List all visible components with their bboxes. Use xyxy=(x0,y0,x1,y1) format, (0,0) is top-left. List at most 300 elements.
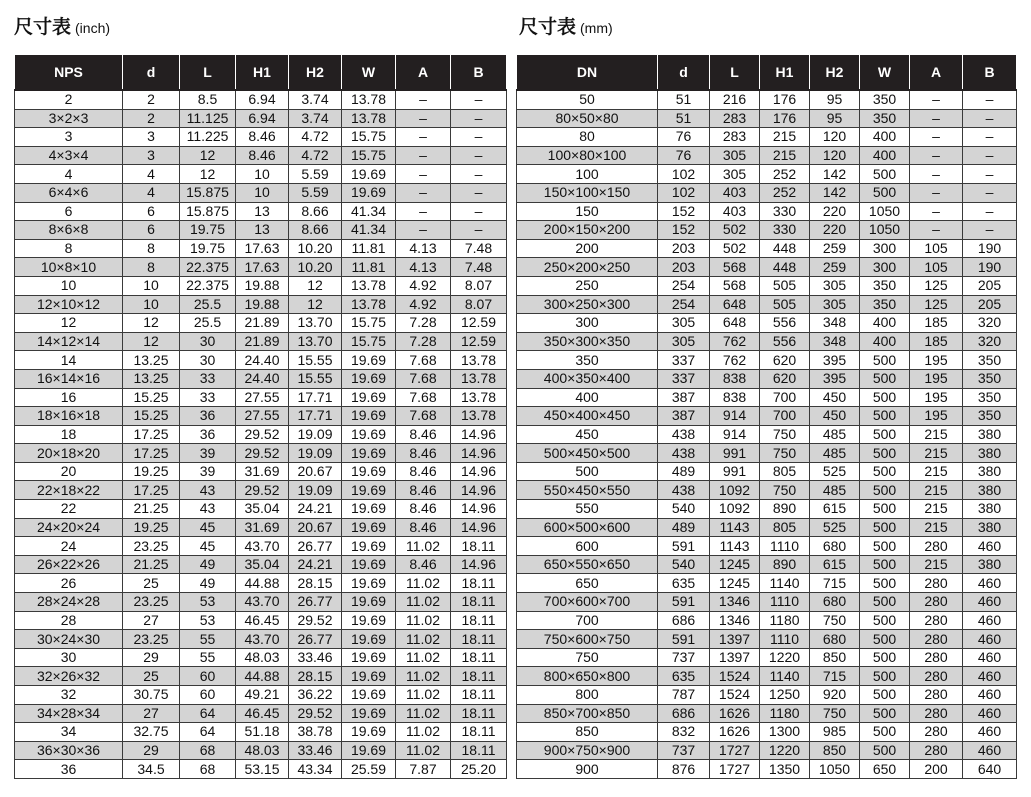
value-cell: 19.69 xyxy=(342,741,396,760)
value-cell: 1220 xyxy=(760,741,810,760)
value-cell: 400 xyxy=(860,332,910,351)
value-cell: 750 xyxy=(760,425,810,444)
value-cell: 19.69 xyxy=(342,500,396,519)
table-row xyxy=(517,276,1017,295)
value-cell: 43 xyxy=(180,481,236,500)
value-cell: 7.68 xyxy=(396,351,451,370)
value-cell: 48.03 xyxy=(236,648,289,667)
size-cell: 32×26×32 xyxy=(15,667,123,686)
table-row xyxy=(15,425,507,444)
value-cell: 7.48 xyxy=(451,258,507,277)
value-cell: 29.52 xyxy=(236,481,289,500)
column-header: H2 xyxy=(810,55,860,90)
value-cell: 17.71 xyxy=(289,407,342,426)
value-cell: 27 xyxy=(123,611,180,630)
value-cell: 305 xyxy=(810,295,860,314)
value-cell: 914 xyxy=(710,407,760,426)
value-cell: 27.55 xyxy=(236,407,289,426)
mm-table-title xyxy=(519,12,613,39)
size-cell: 600×500×600 xyxy=(517,518,658,537)
value-cell: 28.15 xyxy=(289,574,342,593)
column-header: d xyxy=(123,55,180,90)
value-cell: 648 xyxy=(710,295,760,314)
size-cell: 14×12×14 xyxy=(15,332,123,351)
table-row xyxy=(15,239,507,258)
value-cell: 400 xyxy=(860,146,910,165)
value-cell: 400 xyxy=(860,314,910,333)
value-cell: 35.04 xyxy=(236,555,289,574)
value-cell: 7.28 xyxy=(396,314,451,333)
value-cell: 350 xyxy=(860,109,910,128)
value-cell: 18.11 xyxy=(451,574,507,593)
value-cell: 914 xyxy=(710,425,760,444)
value-cell: 380 xyxy=(963,500,1017,519)
value-cell: 850 xyxy=(810,741,860,760)
value-cell: 395 xyxy=(810,369,860,388)
value-cell: 380 xyxy=(963,444,1017,463)
value-cell: 500 xyxy=(860,723,910,742)
value-cell: 648 xyxy=(710,314,760,333)
value-cell: 102 xyxy=(658,165,710,184)
table-row xyxy=(517,90,1017,109)
value-cell: 13.78 xyxy=(451,388,507,407)
value-cell: 15.875 xyxy=(180,202,236,221)
value-cell: 41.34 xyxy=(342,221,396,240)
value-cell: 500 xyxy=(860,741,910,760)
value-cell: 1346 xyxy=(710,593,760,612)
value-cell: 11.02 xyxy=(396,630,451,649)
value-cell: 14.96 xyxy=(451,555,507,574)
size-cell: 750×600×750 xyxy=(517,630,658,649)
size-cell: 300×250×300 xyxy=(517,295,658,314)
value-cell: 11.02 xyxy=(396,741,451,760)
value-cell: 680 xyxy=(810,630,860,649)
table-row xyxy=(15,481,507,500)
value-cell: 12 xyxy=(180,146,236,165)
size-cell: 4×3×4 xyxy=(15,146,123,165)
value-cell: 805 xyxy=(760,462,810,481)
value-cell: 259 xyxy=(810,258,860,277)
value-cell: 205 xyxy=(963,295,1017,314)
size-cell: 500 xyxy=(517,462,658,481)
value-cell: 17.63 xyxy=(236,258,289,277)
value-cell: 568 xyxy=(710,258,760,277)
value-cell: 19.69 xyxy=(342,537,396,556)
value-cell: 280 xyxy=(910,704,963,723)
value-cell: 485 xyxy=(810,481,860,500)
value-cell: 142 xyxy=(810,165,860,184)
value-cell: 68 xyxy=(180,760,236,779)
value-cell: 1050 xyxy=(860,202,910,221)
size-cell: 900 xyxy=(517,760,658,779)
value-cell: 19.69 xyxy=(342,593,396,612)
value-cell: 25.5 xyxy=(180,314,236,333)
value-cell: 438 xyxy=(658,481,710,500)
value-cell: 1350 xyxy=(760,760,810,779)
table-row xyxy=(517,518,1017,537)
value-cell: 380 xyxy=(963,425,1017,444)
value-cell: 205 xyxy=(963,276,1017,295)
size-cell: 650 xyxy=(517,574,658,593)
value-cell: 13.78 xyxy=(451,369,507,388)
value-cell: – xyxy=(910,146,963,165)
value-cell: 502 xyxy=(710,221,760,240)
value-cell: 1110 xyxy=(760,593,810,612)
table-row xyxy=(517,128,1017,147)
value-cell: 4.72 xyxy=(289,146,342,165)
value-cell: – xyxy=(963,221,1017,240)
value-cell: 11.125 xyxy=(180,109,236,128)
size-cell: 250×200×250 xyxy=(517,258,658,277)
value-cell: 7.68 xyxy=(396,369,451,388)
value-cell: 460 xyxy=(963,667,1017,686)
table-row xyxy=(15,537,507,556)
value-cell: 125 xyxy=(910,295,963,314)
value-cell: 25 xyxy=(123,667,180,686)
value-cell: 750 xyxy=(810,704,860,723)
value-cell: 51 xyxy=(658,90,710,109)
value-cell: 337 xyxy=(658,351,710,370)
value-cell: 8.46 xyxy=(396,500,451,519)
value-cell: 337 xyxy=(658,369,710,388)
value-cell: 280 xyxy=(910,741,963,760)
value-cell: 64 xyxy=(180,723,236,742)
column-header: W xyxy=(342,55,396,90)
value-cell: 29.52 xyxy=(289,704,342,723)
value-cell: 30.75 xyxy=(123,686,180,705)
value-cell: 350 xyxy=(963,351,1017,370)
value-cell: 876 xyxy=(658,760,710,779)
value-cell: 95 xyxy=(810,109,860,128)
value-cell: 387 xyxy=(658,388,710,407)
value-cell: 280 xyxy=(910,667,963,686)
value-cell: 24.21 xyxy=(289,555,342,574)
value-cell: 305 xyxy=(810,276,860,295)
table-row xyxy=(517,239,1017,258)
value-cell: 29 xyxy=(123,741,180,760)
value-cell: 991 xyxy=(710,444,760,463)
value-cell: 500 xyxy=(860,648,910,667)
value-cell: 15.75 xyxy=(342,146,396,165)
table-row xyxy=(15,574,507,593)
value-cell: 500 xyxy=(860,462,910,481)
value-cell: 27 xyxy=(123,704,180,723)
value-cell: 505 xyxy=(760,276,810,295)
value-cell: 13 xyxy=(236,202,289,221)
value-cell: 17.25 xyxy=(123,444,180,463)
value-cell: 11.02 xyxy=(396,537,451,556)
size-cell: 8×6×8 xyxy=(15,221,123,240)
value-cell: 7.68 xyxy=(396,407,451,426)
value-cell: 215 xyxy=(910,500,963,519)
value-cell: 500 xyxy=(860,425,910,444)
table-row xyxy=(517,407,1017,426)
column-header: DN xyxy=(517,55,658,90)
value-cell: 500 xyxy=(860,593,910,612)
value-cell: 280 xyxy=(910,611,963,630)
value-cell: 44.88 xyxy=(236,667,289,686)
value-cell: 6.94 xyxy=(236,109,289,128)
size-cell: 16×14×16 xyxy=(15,369,123,388)
value-cell: 5.59 xyxy=(289,165,342,184)
value-cell: 18.11 xyxy=(451,741,507,760)
size-cell: 800 xyxy=(517,686,658,705)
value-cell: 280 xyxy=(910,593,963,612)
value-cell: 19.69 xyxy=(342,555,396,574)
size-cell: 600 xyxy=(517,537,658,556)
value-cell: 787 xyxy=(658,686,710,705)
value-cell: 23.25 xyxy=(123,630,180,649)
table-row xyxy=(15,593,507,612)
value-cell: 12 xyxy=(180,165,236,184)
value-cell: 19.88 xyxy=(236,276,289,295)
value-cell: 500 xyxy=(860,667,910,686)
size-cell: 550×450×550 xyxy=(517,481,658,500)
value-cell: 500 xyxy=(860,165,910,184)
mm-unit-label: (mm) xyxy=(580,20,613,36)
value-cell: 95 xyxy=(810,90,860,109)
size-cell: 34 xyxy=(15,723,123,742)
size-cell: 700 xyxy=(517,611,658,630)
value-cell: 13.78 xyxy=(342,295,396,314)
size-cell: 750 xyxy=(517,648,658,667)
table-row xyxy=(15,667,507,686)
value-cell: – xyxy=(963,146,1017,165)
table-row xyxy=(15,183,507,202)
value-cell: 460 xyxy=(963,648,1017,667)
value-cell: 460 xyxy=(963,593,1017,612)
value-cell: 280 xyxy=(910,648,963,667)
table-row xyxy=(15,630,507,649)
size-cell: 450 xyxy=(517,425,658,444)
value-cell: – xyxy=(451,165,507,184)
value-cell: 500 xyxy=(860,444,910,463)
size-cell: 150 xyxy=(517,202,658,221)
value-cell: – xyxy=(963,128,1017,147)
value-cell: 280 xyxy=(910,686,963,705)
size-cell: 34×28×34 xyxy=(15,704,123,723)
size-cell: 22×18×22 xyxy=(15,481,123,500)
table-row xyxy=(517,351,1017,370)
value-cell: 700 xyxy=(760,388,810,407)
value-cell: 15.75 xyxy=(342,128,396,147)
table-row xyxy=(15,407,507,426)
value-cell: 10 xyxy=(236,165,289,184)
size-cell: 36×30×36 xyxy=(15,741,123,760)
value-cell: – xyxy=(910,128,963,147)
value-cell: 615 xyxy=(810,555,860,574)
value-cell: 448 xyxy=(760,239,810,258)
value-cell: 105 xyxy=(910,239,963,258)
size-cell: 900×750×900 xyxy=(517,741,658,760)
value-cell: 152 xyxy=(658,202,710,221)
value-cell: 215 xyxy=(910,481,963,500)
value-cell: 19.25 xyxy=(123,462,180,481)
size-cell: 30×24×30 xyxy=(15,630,123,649)
value-cell: 19.69 xyxy=(342,369,396,388)
value-cell: 460 xyxy=(963,741,1017,760)
size-cell: 250 xyxy=(517,276,658,295)
value-cell: 176 xyxy=(760,109,810,128)
value-cell: 176 xyxy=(760,90,810,109)
value-cell: 283 xyxy=(710,128,760,147)
value-cell: 460 xyxy=(963,723,1017,742)
value-cell: 4.92 xyxy=(396,276,451,295)
value-cell: 8 xyxy=(123,258,180,277)
value-cell: 15.75 xyxy=(342,332,396,351)
value-cell: 350 xyxy=(963,407,1017,426)
size-cell: 18×16×18 xyxy=(15,407,123,426)
value-cell: 215 xyxy=(910,444,963,463)
value-cell: 14.96 xyxy=(451,518,507,537)
value-cell: 10.20 xyxy=(289,239,342,258)
value-cell: 403 xyxy=(710,183,760,202)
table-row xyxy=(15,741,507,760)
value-cell: 8.46 xyxy=(396,555,451,574)
value-cell: 10.20 xyxy=(289,258,342,277)
value-cell: 254 xyxy=(658,295,710,314)
value-cell: 216 xyxy=(710,90,760,109)
table-row xyxy=(517,723,1017,742)
value-cell: 686 xyxy=(658,611,710,630)
value-cell: 19.69 xyxy=(342,481,396,500)
value-cell: – xyxy=(396,90,451,109)
table-row xyxy=(15,648,507,667)
value-cell: 60 xyxy=(180,667,236,686)
value-cell: 195 xyxy=(910,369,963,388)
value-cell: 19.69 xyxy=(342,686,396,705)
size-cell: 10 xyxy=(15,276,123,295)
value-cell: 1346 xyxy=(710,611,760,630)
value-cell: 460 xyxy=(963,686,1017,705)
table-row xyxy=(517,704,1017,723)
value-cell: 1050 xyxy=(860,221,910,240)
value-cell: 300 xyxy=(860,239,910,258)
value-cell: 27.55 xyxy=(236,388,289,407)
value-cell: 33 xyxy=(180,388,236,407)
value-cell: 380 xyxy=(963,555,1017,574)
value-cell: 762 xyxy=(710,351,760,370)
value-cell: 105 xyxy=(910,258,963,277)
value-cell: 1180 xyxy=(760,704,810,723)
value-cell: 18.11 xyxy=(451,593,507,612)
table-row xyxy=(517,574,1017,593)
value-cell: 11.02 xyxy=(396,574,451,593)
value-cell: 26.77 xyxy=(289,630,342,649)
value-cell: 19.09 xyxy=(289,425,342,444)
size-cell: 20×18×20 xyxy=(15,444,123,463)
column-header: H2 xyxy=(289,55,342,90)
value-cell: 8.46 xyxy=(396,518,451,537)
table-row xyxy=(517,146,1017,165)
value-cell: 200 xyxy=(910,760,963,779)
table-row xyxy=(517,593,1017,612)
value-cell: 49.21 xyxy=(236,686,289,705)
value-cell: 280 xyxy=(910,723,963,742)
value-cell: 1245 xyxy=(710,555,760,574)
value-cell: 7.48 xyxy=(451,239,507,258)
value-cell: 39 xyxy=(180,462,236,481)
value-cell: 11.81 xyxy=(342,239,396,258)
value-cell: 8 xyxy=(123,239,180,258)
column-header: d xyxy=(658,55,710,90)
value-cell: 500 xyxy=(860,704,910,723)
value-cell: 1143 xyxy=(710,537,760,556)
table-row xyxy=(15,611,507,630)
value-cell: 13.78 xyxy=(342,109,396,128)
value-cell: 620 xyxy=(760,351,810,370)
value-cell: 1524 xyxy=(710,667,760,686)
size-cell: 26 xyxy=(15,574,123,593)
size-cell: 850 xyxy=(517,723,658,742)
value-cell: 220 xyxy=(810,221,860,240)
value-cell: 1524 xyxy=(710,686,760,705)
table-row xyxy=(517,425,1017,444)
value-cell: 17.63 xyxy=(236,239,289,258)
value-cell: 1300 xyxy=(760,723,810,742)
size-cell: 200 xyxy=(517,239,658,258)
value-cell: 45 xyxy=(180,518,236,537)
value-cell: 6 xyxy=(123,202,180,221)
value-cell: 76 xyxy=(658,146,710,165)
value-cell: 4.13 xyxy=(396,239,451,258)
value-cell: 460 xyxy=(963,611,1017,630)
value-cell: 591 xyxy=(658,630,710,649)
table-row xyxy=(15,90,507,109)
table-row xyxy=(517,332,1017,351)
column-header: H1 xyxy=(760,55,810,90)
size-cell: 24×20×24 xyxy=(15,518,123,537)
size-cell: 850×700×850 xyxy=(517,704,658,723)
value-cell: 19.69 xyxy=(342,388,396,407)
value-cell: 53 xyxy=(180,593,236,612)
column-header: A xyxy=(396,55,451,90)
value-cell: 762 xyxy=(710,332,760,351)
value-cell: 259 xyxy=(810,239,860,258)
value-cell: 19.75 xyxy=(180,221,236,240)
value-cell: 13.25 xyxy=(123,369,180,388)
table-row xyxy=(15,444,507,463)
value-cell: 36.22 xyxy=(289,686,342,705)
value-cell: 6.94 xyxy=(236,90,289,109)
inch-dimension-table xyxy=(14,55,507,779)
value-cell: 15.25 xyxy=(123,388,180,407)
table-row xyxy=(15,332,507,351)
table-row xyxy=(15,146,507,165)
value-cell: – xyxy=(910,183,963,202)
value-cell: 387 xyxy=(658,407,710,426)
value-cell: 460 xyxy=(963,630,1017,649)
value-cell: 4.72 xyxy=(289,128,342,147)
value-cell: 320 xyxy=(963,314,1017,333)
value-cell: 203 xyxy=(658,239,710,258)
value-cell: 36 xyxy=(180,407,236,426)
value-cell: 500 xyxy=(860,351,910,370)
value-cell: – xyxy=(451,183,507,202)
value-cell: 26.77 xyxy=(289,537,342,556)
value-cell: 500 xyxy=(860,611,910,630)
table-row xyxy=(517,314,1017,333)
column-header: NPS xyxy=(15,55,123,90)
value-cell: 4 xyxy=(123,183,180,202)
value-cell: 4.13 xyxy=(396,258,451,277)
size-cell: 100 xyxy=(517,165,658,184)
table-row xyxy=(517,183,1017,202)
value-cell: 76 xyxy=(658,128,710,147)
value-cell: 13.70 xyxy=(289,332,342,351)
value-cell: 1110 xyxy=(760,537,810,556)
value-cell: – xyxy=(910,90,963,109)
